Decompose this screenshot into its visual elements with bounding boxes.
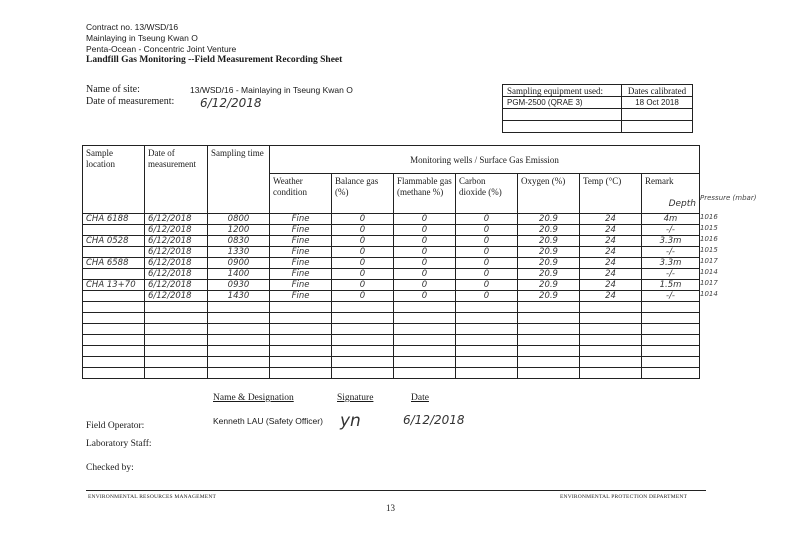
table-row-empty [83, 313, 700, 324]
cell-oxygen: 20.9 [518, 225, 580, 236]
cell-time: 0800 [208, 214, 270, 225]
empty-cell [270, 357, 332, 368]
empty-cell [394, 302, 456, 313]
table-row [83, 280, 700, 291]
empty-cell [580, 324, 642, 335]
empty-cell [394, 346, 456, 357]
empty-cell [208, 302, 270, 313]
empty-cell [642, 346, 700, 357]
cell-flammable: 0 [394, 214, 456, 225]
header-sampling-time: Sampling time [208, 146, 270, 214]
cell-date: 6/12/2018 [145, 258, 208, 269]
field-operator-name: Kenneth LAU (Safety Officer) [213, 416, 323, 426]
empty-cell [332, 313, 394, 324]
cell-oxygen: 20.9 [518, 236, 580, 247]
empty-cell [83, 346, 145, 357]
empty-cell [518, 324, 580, 335]
cell-co2: 0 [456, 258, 518, 269]
empty-cell [642, 335, 700, 346]
empty-cell [145, 346, 208, 357]
cell-remark: 3.3m [642, 258, 700, 269]
cell-flammable: 0 [394, 269, 456, 280]
cell-flammable: 0 [394, 247, 456, 258]
table-row [83, 291, 700, 302]
cell-weather: Fine [270, 236, 332, 247]
cell-temp: 24 [580, 247, 642, 258]
cell-balance: 0 [332, 247, 394, 258]
cell-date: 6/12/2018 [145, 247, 208, 258]
header-remark-depth: Depth [668, 199, 696, 209]
empty-cell [145, 368, 208, 379]
cell-remark: -/- [642, 247, 700, 258]
header-balance-gas: Balance gas (%) [332, 174, 394, 214]
cell-date: 6/12/2018 [145, 280, 208, 291]
cell-balance: 0 [332, 214, 394, 225]
site-name-label: Name of site: [86, 84, 140, 95]
signature-col-signature: Signature [337, 393, 374, 403]
footer-left: ENVIRONMENTAL RESOURCES MANAGEMENT [88, 494, 217, 500]
empty-cell [456, 335, 518, 346]
empty-cell [456, 313, 518, 324]
empty-cell [456, 368, 518, 379]
empty-cell [332, 324, 394, 335]
cell-flammable: 0 [394, 291, 456, 302]
calibration-value: 18 Oct 2018 [622, 97, 693, 109]
measurement-table [82, 145, 700, 379]
cell-balance: 0 [332, 291, 394, 302]
empty-cell [394, 324, 456, 335]
header-sample-location: Sample location [83, 146, 145, 214]
pressure-note: 1014 [700, 268, 718, 276]
cell-oxygen: 20.9 [518, 280, 580, 291]
signature-col-date: Date [411, 393, 429, 403]
cell-weather: Fine [270, 258, 332, 269]
cell-weather: Fine [270, 225, 332, 236]
empty-cell [580, 302, 642, 313]
cell-oxygen: 20.9 [518, 247, 580, 258]
cell-oxygen: 20.9 [518, 291, 580, 302]
header-temp: Temp (°C) [580, 174, 642, 214]
empty-cell [83, 357, 145, 368]
empty-cell [208, 335, 270, 346]
cell-weather: Fine [270, 280, 332, 291]
empty-cell [145, 357, 208, 368]
empty-cell [394, 368, 456, 379]
signature-col-name: Name & Designation [213, 393, 294, 403]
empty-cell [83, 368, 145, 379]
table-row [83, 269, 700, 280]
pressure-note: 1016 [700, 213, 718, 221]
empty-cell [270, 313, 332, 324]
table-row-empty [83, 357, 700, 368]
field-operator-signature: yn [340, 411, 361, 431]
empty-cell [332, 357, 394, 368]
empty-cell [208, 346, 270, 357]
cell-location [83, 247, 145, 258]
cell-remark: 4m [642, 214, 700, 225]
empty-cell [332, 335, 394, 346]
empty-cell [394, 357, 456, 368]
cell-time: 1400 [208, 269, 270, 280]
cell-flammable: 0 [394, 258, 456, 269]
empty-cell [642, 324, 700, 335]
sheet-title: Landfill Gas Monitoring --Field Measurement Recording Sheet [86, 55, 343, 65]
checked-by-label: Checked by: [86, 463, 134, 473]
cell-temp: 24 [580, 225, 642, 236]
cell-balance: 0 [332, 258, 394, 269]
header-remark [642, 174, 700, 214]
empty-cell [518, 357, 580, 368]
measurement-date-value: 6/12/2018 [200, 96, 262, 110]
cell-location: CHA 6588 [83, 258, 145, 269]
cell-flammable: 0 [394, 280, 456, 291]
field-operator-label: Field Operator: [86, 421, 145, 431]
cell-date: 6/12/2018 [145, 291, 208, 302]
empty-cell [580, 313, 642, 324]
calibration-header: Dates calibrated [622, 85, 693, 97]
equipment-table [502, 84, 693, 133]
empty-cell [332, 346, 394, 357]
field-operator-date: 6/12/2018 [403, 413, 465, 427]
table-row-empty [83, 324, 700, 335]
header-flammable-gas: Flammable gas (methane %) [394, 174, 456, 214]
empty-cell [456, 324, 518, 335]
empty-cell [208, 313, 270, 324]
equipment-empty-cell [503, 109, 622, 121]
empty-cell [580, 368, 642, 379]
pressure-note: 1015 [700, 224, 718, 232]
empty-cell [518, 368, 580, 379]
empty-cell [332, 302, 394, 313]
cell-weather: Fine [270, 214, 332, 225]
cell-oxygen: 20.9 [518, 269, 580, 280]
cell-remark: 3.3m [642, 236, 700, 247]
empty-cell [145, 335, 208, 346]
table-row-empty [83, 302, 700, 313]
contractor-name: Penta-Ocean - Concentric Joint Venture [86, 44, 237, 54]
table-row [83, 214, 700, 225]
empty-cell [456, 357, 518, 368]
empty-cell [518, 302, 580, 313]
equipment-value: PGM-2500 (QRAE 3) [503, 97, 622, 109]
empty-cell [208, 357, 270, 368]
empty-cell [642, 357, 700, 368]
cell-location [83, 225, 145, 236]
table-row [83, 258, 700, 269]
cell-oxygen: 20.9 [518, 214, 580, 225]
empty-cell [83, 302, 145, 313]
header-carbon-dioxide: Carbon dioxide (%) [456, 174, 518, 214]
footer-right: ENVIRONMENTAL PROTECTION DEPARTMENT [560, 494, 688, 500]
header-remark-label: Remark [645, 176, 674, 186]
cell-co2: 0 [456, 280, 518, 291]
measurement-date-label: Date of measurement: [86, 96, 175, 107]
equipment-empty-cell [622, 121, 693, 133]
empty-cell [580, 357, 642, 368]
cell-date: 6/12/2018 [145, 269, 208, 280]
empty-cell [145, 302, 208, 313]
cell-location: CHA 6188 [83, 214, 145, 225]
pressure-note: 1015 [700, 246, 718, 254]
empty-cell [394, 335, 456, 346]
cell-remark: 1.5m [642, 280, 700, 291]
project-name: Mainlaying in Tseung Kwan O [86, 33, 198, 43]
empty-cell [456, 302, 518, 313]
header-monitoring-group: Monitoring wells / Surface Gas Emission [270, 146, 700, 174]
cell-time: 1200 [208, 225, 270, 236]
cell-temp: 24 [580, 258, 642, 269]
empty-cell [518, 346, 580, 357]
empty-cell [642, 302, 700, 313]
cell-weather: Fine [270, 269, 332, 280]
cell-co2: 0 [456, 269, 518, 280]
cell-temp: 24 [580, 291, 642, 302]
equipment-empty-cell [622, 109, 693, 121]
cell-location [83, 291, 145, 302]
equipment-empty-cell [503, 121, 622, 133]
cell-remark: -/- [642, 291, 700, 302]
empty-cell [83, 335, 145, 346]
empty-cell [270, 335, 332, 346]
empty-cell [270, 368, 332, 379]
cell-temp: 24 [580, 269, 642, 280]
cell-time: 0900 [208, 258, 270, 269]
cell-balance: 0 [332, 236, 394, 247]
cell-location: CHA 13+70 [83, 280, 145, 291]
cell-flammable: 0 [394, 225, 456, 236]
cell-time: 1330 [208, 247, 270, 258]
pressure-note: 1014 [700, 290, 718, 298]
table-row [83, 225, 700, 236]
empty-cell [270, 324, 332, 335]
cell-balance: 0 [332, 280, 394, 291]
cell-balance: 0 [332, 225, 394, 236]
table-row-empty [83, 346, 700, 357]
empty-cell [145, 324, 208, 335]
empty-cell [83, 324, 145, 335]
cell-location [83, 269, 145, 280]
cell-date: 6/12/2018 [145, 225, 208, 236]
empty-cell [580, 346, 642, 357]
site-name-value: 13/WSD/16 - Mainlaying in Tseung Kwan O [190, 85, 353, 95]
cell-oxygen: 20.9 [518, 258, 580, 269]
equipment-header: Sampling equipment used: [503, 85, 622, 97]
empty-cell [332, 368, 394, 379]
cell-co2: 0 [456, 291, 518, 302]
table-row [83, 247, 700, 258]
cell-temp: 24 [580, 236, 642, 247]
empty-cell [145, 313, 208, 324]
empty-cell [394, 313, 456, 324]
page-number: 13 [386, 503, 395, 513]
empty-cell [83, 313, 145, 324]
empty-cell [456, 346, 518, 357]
cell-weather: Fine [270, 291, 332, 302]
contract-number: Contract no. 13/WSD/16 [86, 22, 179, 32]
pressure-note: 1017 [700, 257, 718, 265]
pressure-note: 1017 [700, 279, 718, 287]
cell-time: 0930 [208, 280, 270, 291]
cell-co2: 0 [456, 236, 518, 247]
pressure-note: 1016 [700, 235, 718, 243]
cell-temp: 24 [580, 280, 642, 291]
table-row-empty [83, 335, 700, 346]
header-weather: Weather condition [270, 174, 332, 214]
laboratory-staff-label: Laboratory Staff: [86, 439, 152, 449]
table-row [83, 236, 700, 247]
document-header [86, 22, 342, 66]
footer-rule [86, 490, 706, 491]
empty-cell [270, 346, 332, 357]
empty-cell [642, 368, 700, 379]
header-oxygen: Oxygen (%) [518, 174, 580, 214]
table-row-empty [83, 368, 700, 379]
cell-remark: -/- [642, 269, 700, 280]
empty-cell [642, 313, 700, 324]
pressure-note-header: Pressure (mbar) [700, 194, 757, 202]
cell-temp: 24 [580, 214, 642, 225]
empty-cell [270, 302, 332, 313]
empty-cell [208, 368, 270, 379]
empty-cell [518, 335, 580, 346]
header-measurement-date: Date of measurement [145, 146, 208, 214]
cell-co2: 0 [456, 214, 518, 225]
cell-remark: -/- [642, 225, 700, 236]
cell-date: 6/12/2018 [145, 214, 208, 225]
cell-co2: 0 [456, 225, 518, 236]
cell-date: 6/12/2018 [145, 236, 208, 247]
cell-time: 1430 [208, 291, 270, 302]
cell-balance: 0 [332, 269, 394, 280]
cell-time: 0830 [208, 236, 270, 247]
cell-location: CHA 0528 [83, 236, 145, 247]
cell-flammable: 0 [394, 236, 456, 247]
empty-cell [518, 313, 580, 324]
empty-cell [580, 335, 642, 346]
empty-cell [208, 324, 270, 335]
cell-weather: Fine [270, 247, 332, 258]
cell-co2: 0 [456, 247, 518, 258]
